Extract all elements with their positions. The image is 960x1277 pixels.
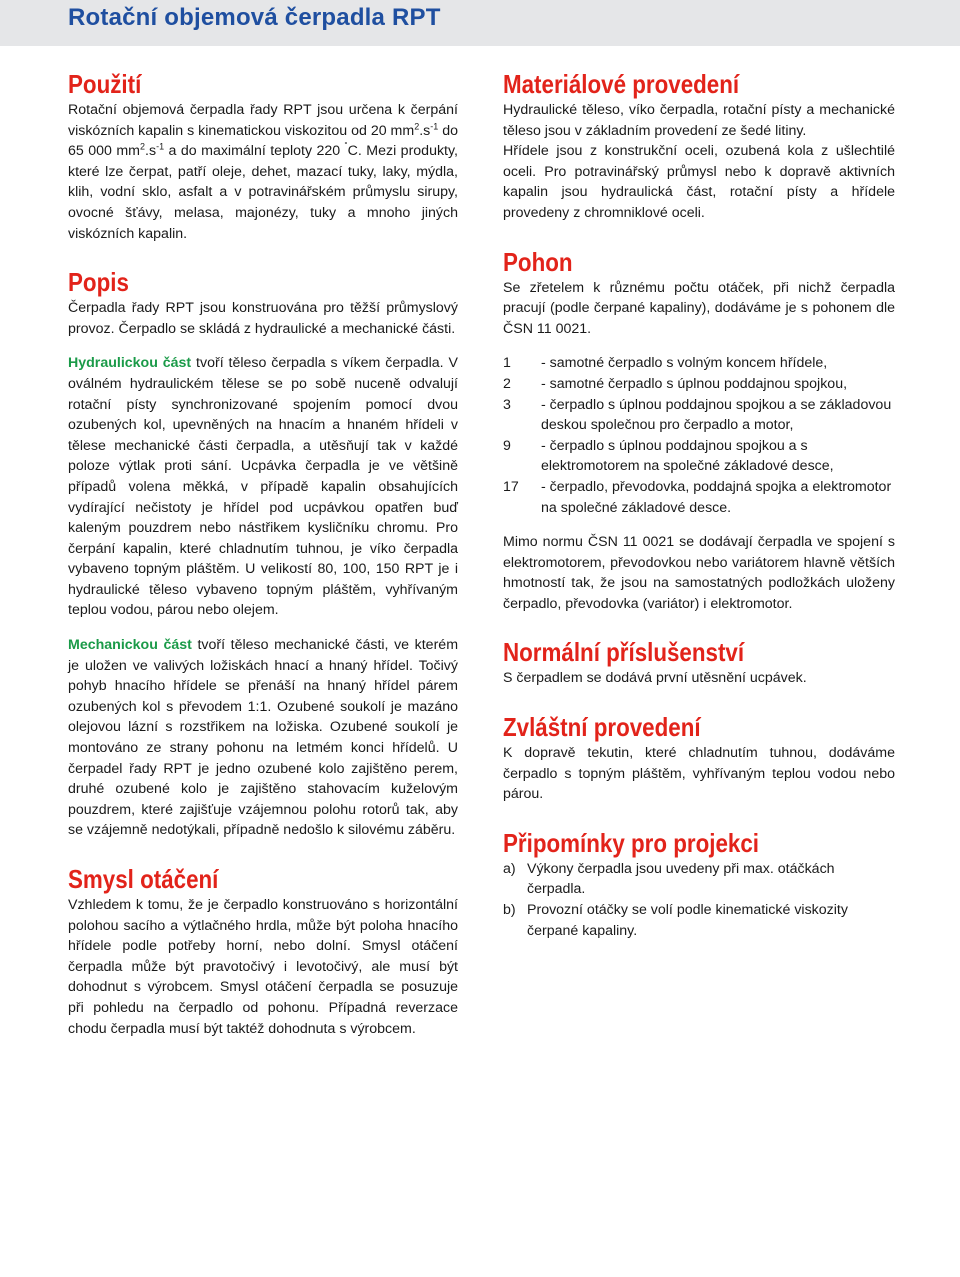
normalni-text: S čerpadlem se dodává první utěsnění ucpávek. [503, 670, 807, 687]
heading-material: Materiálové provedení [503, 69, 740, 99]
list-item: b) Provozní otáčky se volí podle kinematické viskozity čerpané kapaliny. [503, 902, 848, 939]
hydraulic-part-label: Hydraulickou část [68, 355, 192, 372]
list-item: 9 - čerpadlo s úplnou poddajnou spojkou a s elektromotorem na společné základové desce, [503, 437, 834, 475]
left-column [68, 68, 458, 1039]
heading-pohon: Pohon [503, 246, 573, 277]
heading-pouziti: Použití [68, 69, 142, 99]
pripominky-list [503, 859, 895, 941]
smysl-text: Vzhledem k tomu, že je čerpadlo konstruováno s horizontální polohou sacího a výtlačného hrdla, může být poloha hnacího hřídele podle potřeby horní, nebo dolní. Smysl otáčení čerpadla může být pravotočivý i levotočivý, ale musí být dohodnut s výrobcem. Smysl otáčení čerpadla se posuzuje při pohledu na čerpadlo od pohonu. Případná reverzace chodu čerpadla musí být taktéž dohodnuta s výrobcem. [68, 897, 458, 1037]
hydraulic-part-text: Hydraulickou část tvoří těleso čerpadla s víkem čerpadla. V oválném hydraulickém tělese se po sobě nuceně odvalují rotační písty synchronizované spojením pomocí dvou ozubených kol, upevněných na hnacím a hnaném hřídeli v tělese mechanické části čerpadla, a utěsňují tak v každé poloze výtlak proti sání. Ucpávka čerpadla je ve většině případů volena měkká, v případě kapalin obsahujících vydírající nečistoty je hřídel pod ucpávkou opatřen buď kaleným pouzdrem nebo nástřikem kysličníku chromu. Pro čerpání kapalin, které chladnutím tuhnou, je víko čerpadla vybaveno topným pláštěm. U velikostí 80, 100, 150 RPT je i hydraulické těleso vybaveno topným pláštěm, vyhřívaným teplou vodou, párou nebo olejem. [68, 355, 458, 619]
mechanical-part-text: Mechanickou část tvoří těleso mechanické části, ve kterém je uložen ve valivých ložiskách hnací a hnaný hřídel. Točivý pohyb hnacího hřídele se přenáší na hnaný hřídel párem ozubených kol s převodem 1:1. Ozubené soukolí je mazáno olejovou lázní s rozstřikem na ložiska. Ozubené soukolí je montováno ze strany pohonu na letmém konci hřídelů. U čerpadel řady RPT je jedno ozubené kolo zajištěno perem, druhé ozubené kolo je zajištěno stahovacím kuželovým pouzdrem, které zajišťuje vzájemnou polohu rotorů tak, aby se vzájemně nedotýkali, případně nedošlo k silovému záběru. [68, 637, 459, 839]
heading-smysl-otaceni: Smysl otáčení [68, 864, 219, 894]
pohon-text: Se zřetelem k různému počtu otáček, při nichž čerpadla pracují (podle čerpané kapaliny), dodáváme je s pohonem dle ČSN 11 0021. [503, 279, 895, 337]
list-item: a) Výkony čerpadla jsou uvedeny při max. otáčkách čerpadla. [503, 860, 835, 898]
pohon-list [503, 353, 895, 518]
heading-pripominky: Připomínky pro projekci [503, 827, 759, 858]
material-text-2: Hřídele jsou z konstrukční oceli, ozubená kola z ušlechtilé oceli. Pro potravinářský průmysl nebo k dopravě aktivních kapalin jsou hydraulická část, rotační písty a hřídele provedeny z chromniklové oceli. [503, 143, 895, 221]
material-text-1: Hydraulické těleso, víko čerpadla, rotační písty a mechanické těleso jsou v základním provedení ze šedé litiny. [503, 102, 895, 139]
page-title: Rotační objemová čerpadla RPT [68, 4, 441, 31]
list-item: 17 - čerpadlo, převodovka, poddajná spojka a elektromotor na společné základové desce. [503, 478, 892, 516]
heading-normalni: Normální příslušenství [503, 637, 745, 668]
list-item: 1 - samotné čerpadlo s volným koncem hřídele, [503, 355, 828, 372]
title-bar [0, 0, 960, 46]
popis-text: Čerpadla řady RPT jsou konstruována pro těžší průmyslový provoz. Čerpadlo se skládá z hydraulické a mechanické části. [68, 300, 458, 337]
list-item: 3 - čerpadlo s úplnou poddajnou spojkou a se základovou deskou společnou pro čerpadlo a motor, [503, 396, 892, 434]
zvlastni-text: K dopravě tekutin, které chladnutím tuhnou, dodáváme čerpadlo s topným pláštěm, vyhřívaným teplou vodou nebo párou. [503, 745, 895, 803]
pohon-text-2: Mimo normu ČSN 11 0021 se dodávají čerpadla ve spojení s elektromotorem, převodovkou nebo variátorem hlavně větších hmotností tak, že jsou na samostatných podložkách uloženy čerpadlo, převodovka (variátor) i elektromotor. [503, 534, 895, 612]
list-item: 2 - samotné čerpadlo s úplnou poddajnou spojkou, [503, 375, 848, 392]
right-column [503, 68, 895, 941]
mechanical-part-label: Mechanickou část [68, 637, 192, 654]
heading-popis: Popis [68, 267, 129, 298]
heading-zvlastni: Zvláštní provedení [503, 712, 701, 743]
pouziti-text: Rotační objemová čerpadla řady RPT jsou určena k čerpání viskózních kapalin s kinematickou viskozitou od 20 $mm^2.s^{-1}$ do 65 000 $mm^2.s^{-1}$ a do maximální teploty 220 ˚C. Mezi produkty, které lze čerpat, patří oleje, dehet, mazací tuky, laky, mýdla, klih, vodní sklo, asfalt a v potravinářském průmyslu sirupy, ovocné šťávy, melasa, majonézy, tuky a mnoho jiných viskózních kapalin. [68, 102, 458, 242]
